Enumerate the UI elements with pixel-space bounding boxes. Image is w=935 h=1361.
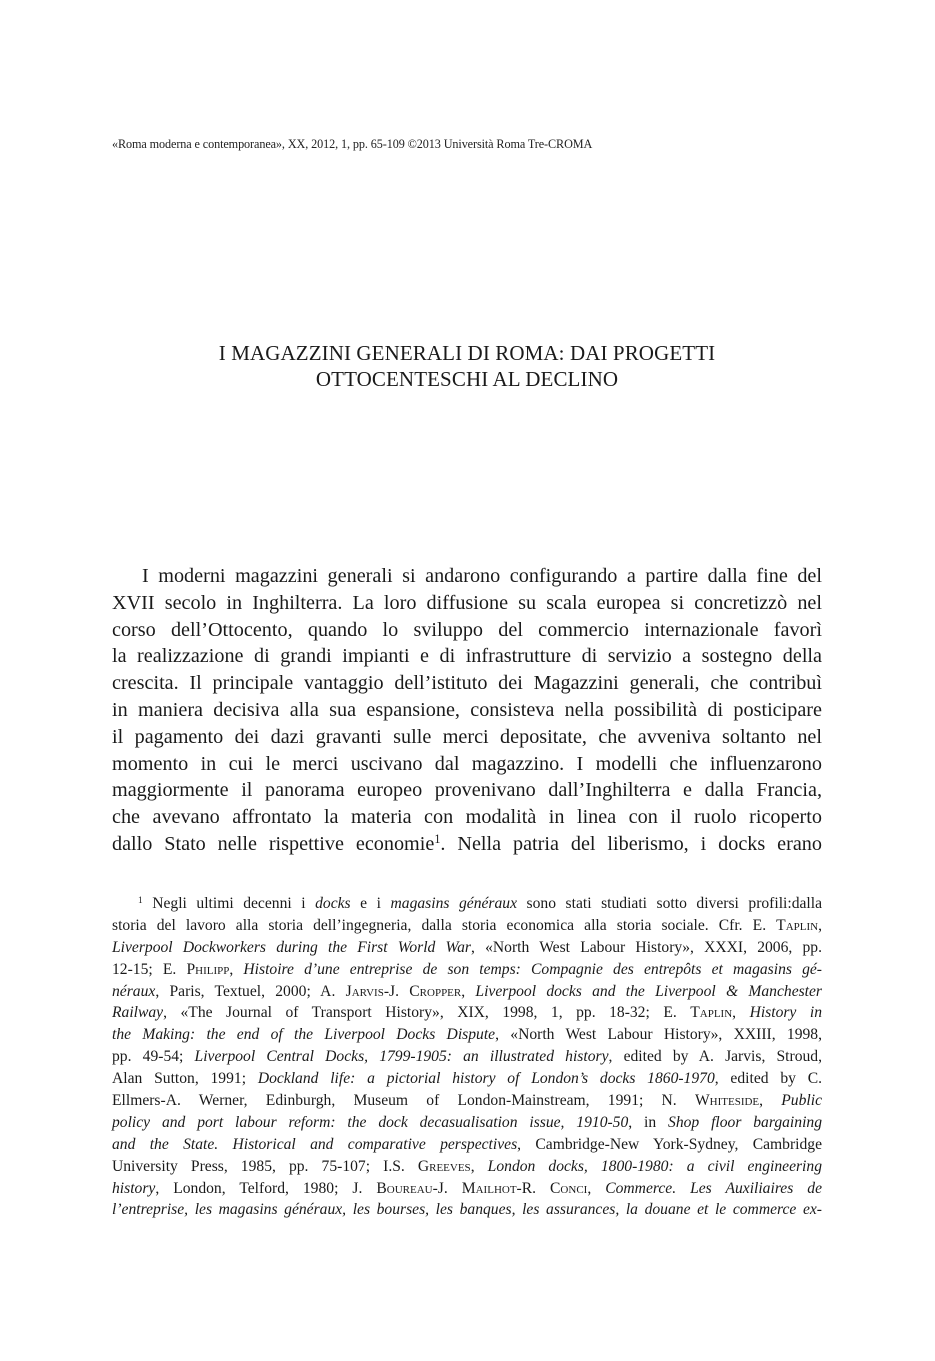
fn-author: Taplin <box>690 1004 733 1022</box>
fn-italic: London docks, 1800-1980: a civil engineering <box>487 1157 822 1175</box>
fn-text: , <box>461 982 476 1000</box>
fn-italic: the Making: the end of the Liverpool Docks Dispute <box>112 1026 496 1044</box>
fn-text: -J. <box>383 982 410 1000</box>
fn-text: , «North West Labour History», XXIII, 1998, <box>495 1026 823 1044</box>
fn-author: Whiteside <box>694 1092 760 1110</box>
footnote-line <box>112 1112 822 1134</box>
fn-author: Mailhot <box>461 1179 517 1197</box>
footnote-number: 1 <box>138 895 143 906</box>
fn-text: , in <box>628 1113 669 1131</box>
fn-text: , Paris, Textuel, 2000; A. <box>155 982 346 1000</box>
fn-italic: docks <box>315 895 351 912</box>
fn-italic: Liverpool Central Docks, 1799-1905: an illustrated history <box>194 1048 609 1066</box>
footnote-line <box>112 1068 822 1090</box>
fn-text: University Press, 1985, pp. 75-107; I.S. <box>112 1157 418 1175</box>
footnote-line <box>112 1024 822 1046</box>
fn-text: Ellmers-A. Werner, Edinburgh, Museum of London-Mainstream, 1991; N. <box>112 1092 695 1110</box>
footnote-line <box>112 893 822 915</box>
fn-author: Philipp <box>186 960 230 978</box>
footnote-line <box>112 1090 822 1112</box>
body-line: momento in cui le merci uscivano dal magazzino. I modelli che influenzarono <box>112 752 822 775</box>
fn-text: , «The Journal of Transport History», XIX, 1998, 1, pp. 18-32; E. <box>163 1004 691 1022</box>
fn-author: Jarvis <box>345 982 384 1000</box>
fn-italic: Liverpool Dockworkers during the First World War <box>112 938 471 956</box>
fn-italic: néraux <box>112 982 156 1000</box>
fn-italic: Liverpool docks and the Liverpool & Manchester <box>475 982 823 1000</box>
fn-text: , <box>229 960 244 978</box>
fn-text: , <box>470 1157 488 1175</box>
body-paragraph <box>112 563 822 858</box>
fn-italic: Shop floor bargaining <box>668 1113 822 1131</box>
fn-italic: Dockland life: a pictorial history of London’s docks 1860-1970 <box>257 1070 715 1088</box>
fn-author: Greeves <box>417 1157 471 1175</box>
fn-text: -J. <box>432 1179 462 1197</box>
footnote-line <box>112 1199 822 1221</box>
footnote-1 <box>112 893 822 1221</box>
fn-text: sono stati studiati sotto diversi profili:dalla <box>517 895 823 912</box>
fn-text: Negli ultimi decenni i <box>142 895 316 912</box>
footnote-line <box>112 1178 822 1200</box>
footnote-line <box>112 937 822 959</box>
footnote-line <box>112 981 822 1003</box>
body-line: XVII secolo in Inghilterra. La loro diffusione su scala europea si concretizzò nel <box>112 591 822 614</box>
fn-italic: and the State. Historical and comparative perspectives <box>112 1135 518 1153</box>
footnote-line <box>112 959 822 981</box>
body-line: maggiormente il panorama europeo provenivano dall’Inghilterra e dalla Francia, <box>112 779 822 802</box>
body-line: che avevano affrontato la materia con modalità in linea con il ruolo ricoperto <box>112 806 822 829</box>
fn-text: -R. <box>516 1179 551 1197</box>
fn-text: , Cambridge-New York-Sydney, Cambridge <box>517 1135 823 1153</box>
running-head: «Roma moderna e contemporanea», XX, 2012, 1, pp. 65-109 ©2013 Università Roma Tre-CROMA <box>112 137 593 151</box>
fn-text: , edited by C. <box>714 1070 822 1088</box>
body-line: I moderni magazzini generali si andarono configurando a partire dalla fine del <box>142 565 822 587</box>
title-line-2: OTTOCENTESCHI AL DECLINO <box>315 367 619 391</box>
fn-author: Cropper <box>409 982 462 1000</box>
fn-italic: l’entreprise, les magasins généraux, les bourses, les banques, les assurances, la douane et le commerce ex- <box>112 1201 822 1219</box>
footnote-line <box>112 1002 822 1024</box>
fn-italic: Commerce. Les Auxiliaires de <box>605 1179 822 1197</box>
body-line: in maniera decisiva alla sua espansione, consisteva nella possibilità di posticipare <box>112 698 822 721</box>
fn-text: , <box>587 1179 606 1197</box>
fn-text: storia del lavoro alla storia dell’ingegneria, dalla storia economica alla storia sociale. Cfr. E. <box>112 916 777 934</box>
fn-italic: Railway <box>112 1004 164 1022</box>
fn-text: e i <box>350 895 391 912</box>
fn-text: pp. 49-54; <box>112 1048 195 1066</box>
body-line: corso dell’Ottocento, quando lo sviluppo del commercio internazionale favorì <box>112 618 822 641</box>
fn-author: Conci <box>550 1179 588 1197</box>
fn-italic: Public <box>781 1092 822 1110</box>
fn-italic: Histoire d’une entreprise de son temps: Compagnie des entrepôts et magasins gé- <box>243 960 822 978</box>
body-line-last <box>112 831 822 858</box>
body-line: crescita. Il principale vantaggio dell’istituto dei Magazzini generali, che contribuì <box>112 672 822 695</box>
fn-text: , <box>732 1004 750 1022</box>
fn-text: Alan Sutton, 1991; <box>112 1070 258 1088</box>
fn-text: , <box>759 1092 782 1110</box>
title-line-1: I MAGAZZINI GENERALI DI ROMA: DAI PROGETTI <box>218 341 716 365</box>
footnote-line <box>112 1134 822 1156</box>
fn-text: , <box>818 916 822 934</box>
footnote-line <box>112 1156 822 1178</box>
fn-text: 12-15; E. <box>112 960 187 978</box>
fn-text: , edited by A. Jarvis, Stroud, <box>608 1048 822 1066</box>
body-text-fragment: dallo Stato nelle rispettive economie <box>112 832 435 855</box>
body-line: il pagamento dei dazi gravanti sulle merci depositate, che avveniva soltanto nel <box>112 725 822 748</box>
fn-text: , London, Telford, 1980; J. <box>155 1179 377 1197</box>
body-text-fragment: . Nella patria del liberismo, i docks erano <box>440 832 822 855</box>
article-title <box>112 340 822 392</box>
footnote-line <box>112 1046 822 1068</box>
fn-italic: history <box>112 1179 156 1197</box>
fn-italic: magasins généraux <box>390 895 518 912</box>
footnote-line <box>112 915 822 937</box>
fn-author: Taplin <box>776 916 819 934</box>
fn-text: , «North West Labour History», XXXI, 2006, pp. <box>470 938 822 956</box>
footnote-reference[interactable]: 1 <box>434 832 441 847</box>
fn-italic: History in <box>749 1004 822 1022</box>
fn-author: Boureau <box>376 1179 433 1197</box>
fn-italic: policy and port labour reform: the dock decasualisation issue, 1910-50 <box>112 1113 629 1131</box>
body-line: la realizzazione di grandi impianti e di infrastrutture di servizio a sostegno della <box>112 645 822 668</box>
